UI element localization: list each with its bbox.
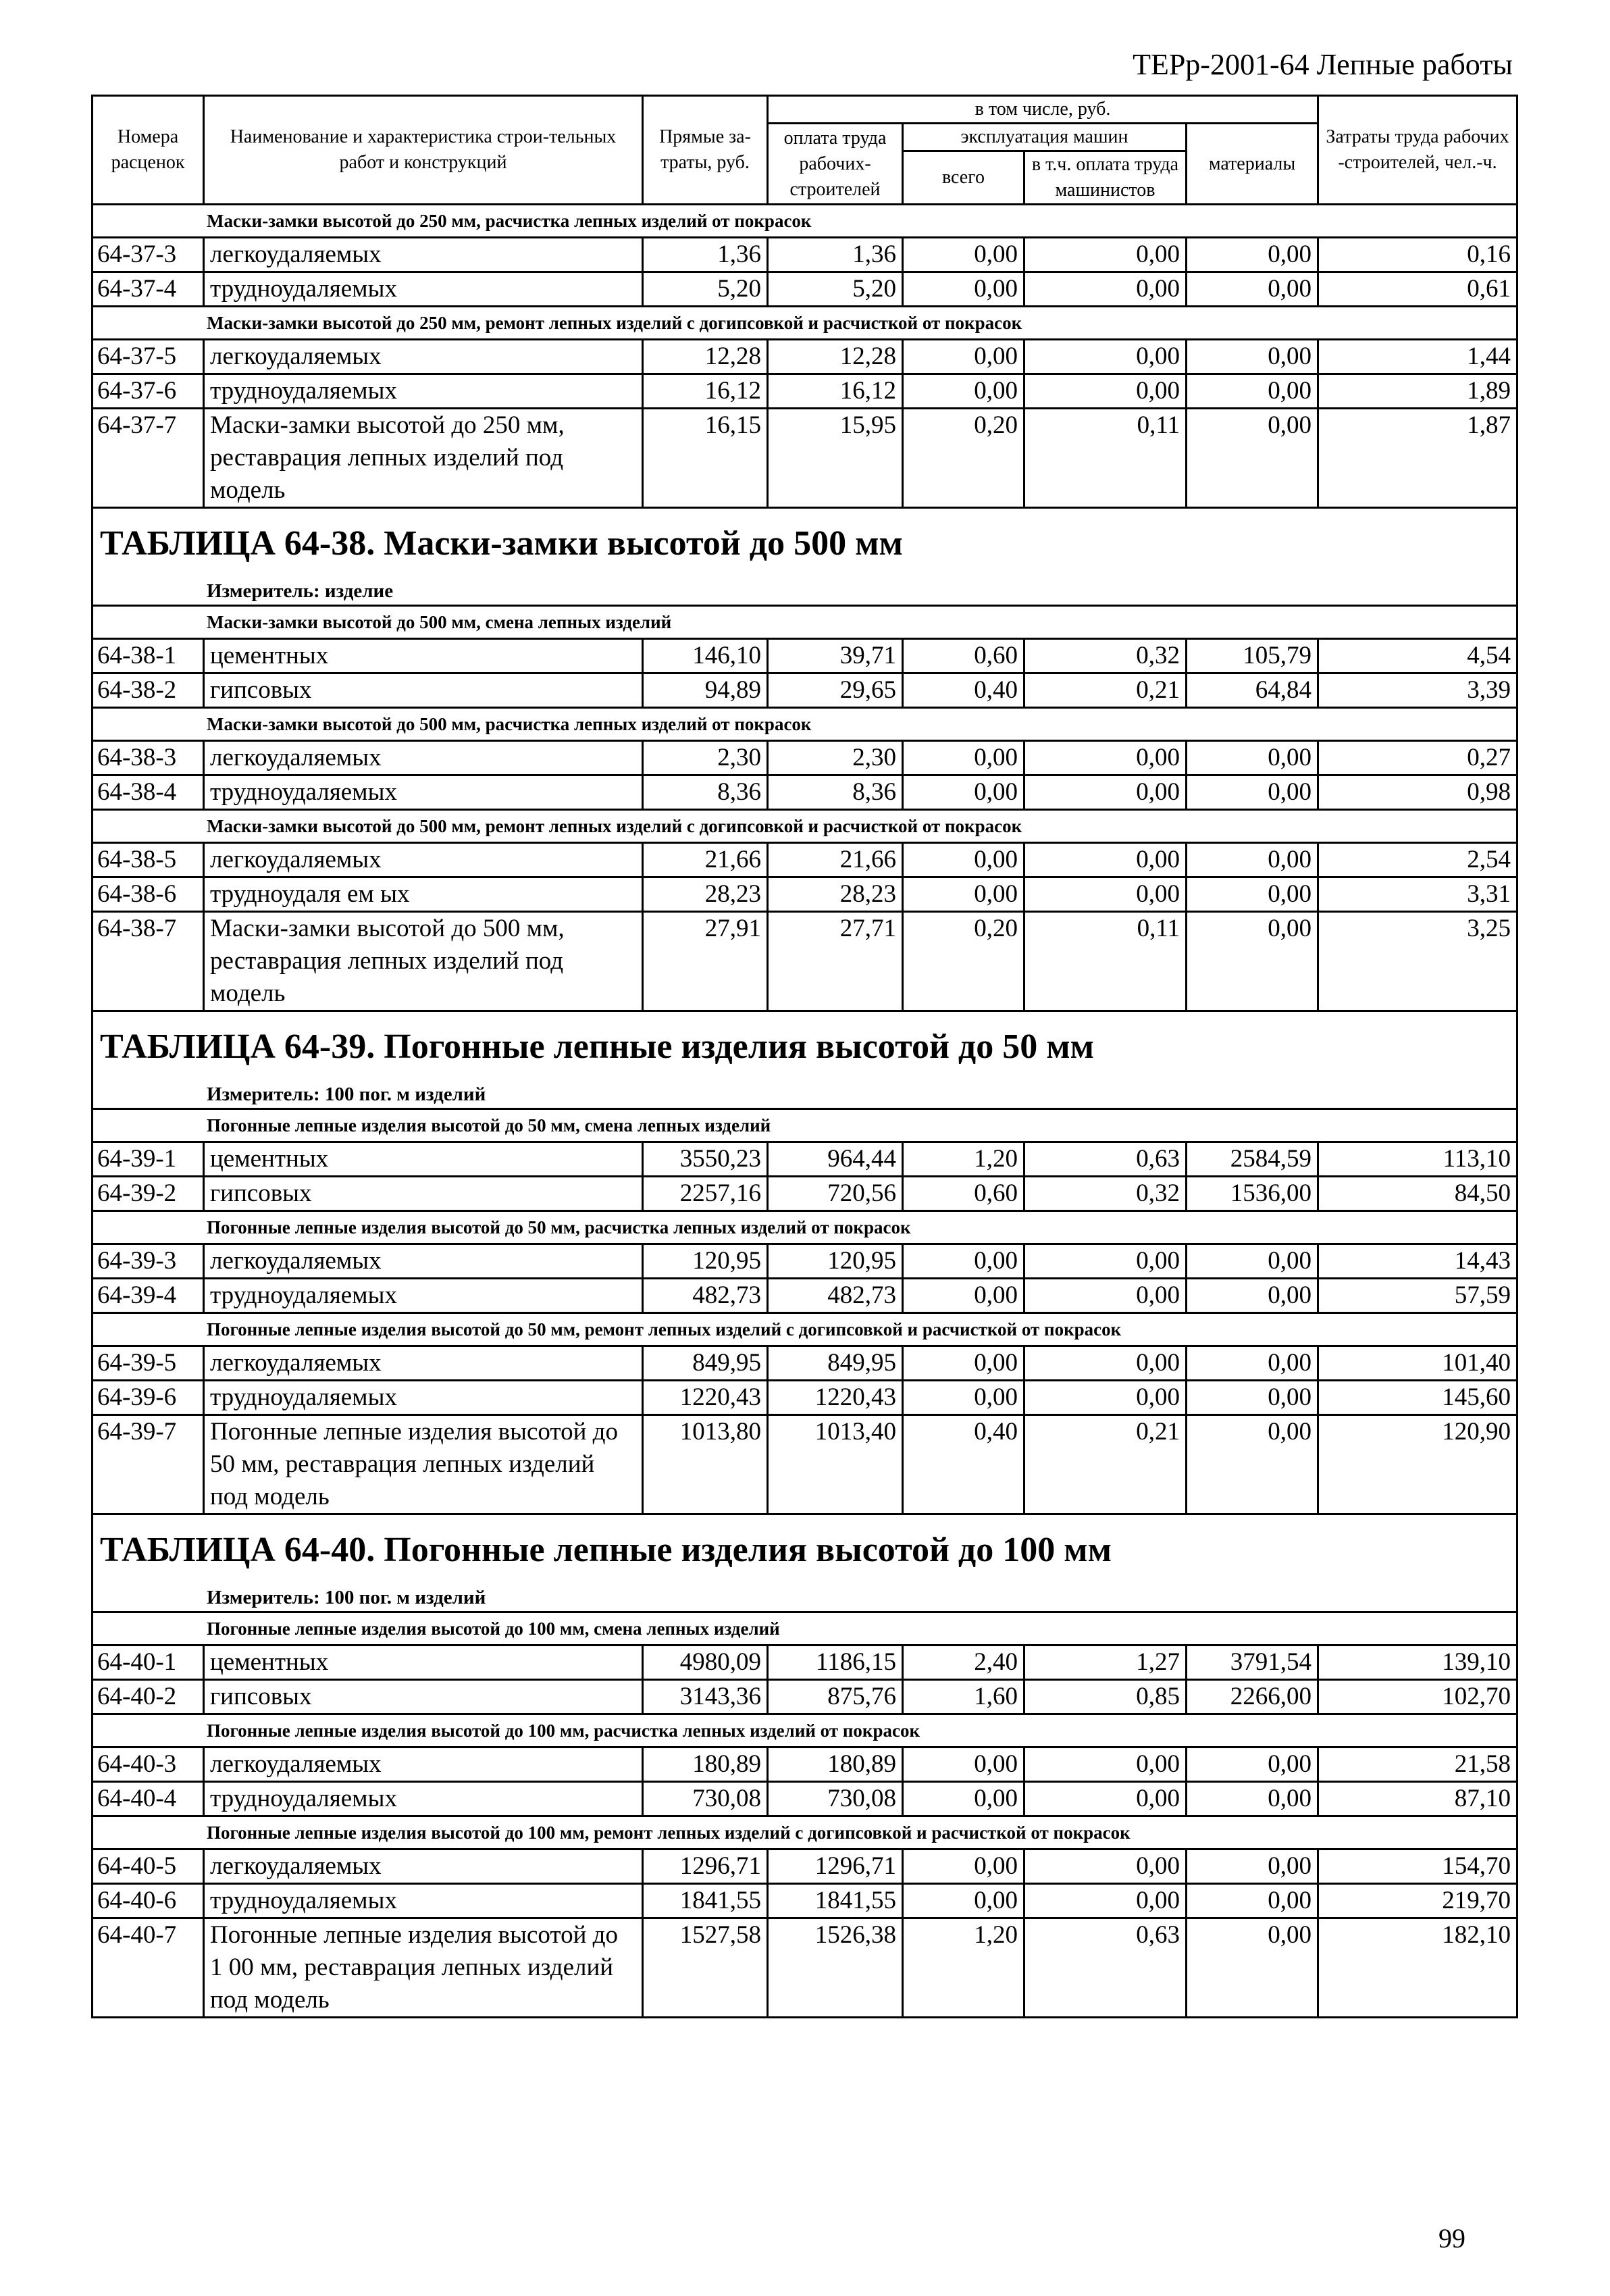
work-name: трудноудаля ем ых [204,877,643,912]
labor-costs: 0,27 [1318,741,1517,775]
rate-code: 64-38-2 [93,673,204,708]
wage-workers: 1296,71 [768,1849,903,1884]
group-heading-row [93,1612,1517,1646]
wage-workers: 29,65 [768,673,903,708]
direct-costs: 120,95 [643,1244,768,1279]
table-row [93,673,1517,708]
wage-workers: 21,66 [768,843,903,877]
direct-costs: 1296,71 [643,1849,768,1884]
materials: 0,00 [1187,912,1318,1011]
direct-costs: 482,73 [643,1279,768,1313]
table-row [93,340,1517,374]
table-row [93,1415,1517,1514]
direct-costs: 3143,36 [643,1680,768,1714]
table-title-cell [93,1514,1517,1612]
group-heading: Погонные лепные изделия высотой до 50 мм, смена лепных изделий [93,1109,1517,1142]
wage-workers: 720,56 [768,1177,903,1211]
group-heading-row [93,1714,1517,1747]
table-row [93,374,1517,409]
rate-code: 64-39-7 [93,1415,204,1514]
materials: 0,00 [1187,877,1318,912]
direct-costs: 3550,23 [643,1142,768,1177]
wage-workers: 1841,55 [768,1884,903,1918]
work-name: легкоудаляемых [204,1849,643,1884]
machines-wage: 0,00 [1024,238,1187,272]
labor-costs: 84,50 [1318,1177,1517,1211]
materials: 0,00 [1187,272,1318,307]
work-name: легкоудаляемых [204,238,643,272]
machines-wage: 0,32 [1024,1177,1187,1211]
materials: 0,00 [1187,1782,1318,1816]
work-name: гипсовых [204,1680,643,1714]
table-title-row [93,1514,1517,1612]
rate-code: 64-40-5 [93,1849,204,1884]
group-heading-row [93,205,1517,238]
direct-costs: 16,15 [643,409,768,508]
wage-workers: 964,44 [768,1142,903,1177]
wage-workers: 1186,15 [768,1646,903,1680]
group-heading: Погонные лепные изделия высотой до 50 мм, расчистка лепных изделий от покрасок [93,1211,1517,1244]
machines-wage: 0,11 [1024,409,1187,508]
table-row [93,272,1517,307]
wage-workers: 28,23 [768,877,903,912]
group-heading: Погонные лепные изделия высотой до 100 мм, смена лепных изделий [93,1612,1517,1646]
work-name: цементных [204,1142,643,1177]
materials: 0,00 [1187,1381,1318,1415]
machines-wage: 0,63 [1024,1142,1187,1177]
wage-workers: 27,71 [768,912,903,1011]
group-heading-row [93,708,1517,741]
machines-total: 0,00 [903,1849,1024,1884]
header-materials: материалы [1187,124,1318,205]
direct-costs: 1841,55 [643,1884,768,1918]
rate-code: 64-39-4 [93,1279,204,1313]
machines-wage: 0,00 [1024,1381,1187,1415]
direct-costs: 2,30 [643,741,768,775]
rate-code: 64-38-1 [93,639,204,673]
work-name: легкоудаляемых [204,1747,643,1782]
group-heading-row [93,1816,1517,1849]
direct-costs: 730,08 [643,1782,768,1816]
machines-wage: 0,00 [1024,775,1187,810]
group-heading-row [93,606,1517,639]
page-number: 99 [1438,2223,1465,2253]
materials: 0,00 [1187,1346,1318,1381]
materials: 0,00 [1187,1849,1318,1884]
rate-code: 64-37-7 [93,409,204,508]
machines-total: 1,20 [903,1142,1024,1177]
wage-workers: 730,08 [768,1782,903,1816]
rate-code: 64-38-3 [93,741,204,775]
machines-total: 0,00 [903,741,1024,775]
labor-costs: 87,10 [1318,1782,1517,1816]
work-name: трудноудаляемых [204,272,643,307]
materials: 0,00 [1187,1279,1318,1313]
labor-costs: 2,54 [1318,843,1517,877]
labor-costs: 139,10 [1318,1646,1517,1680]
table-row [93,775,1517,810]
labor-costs: 219,70 [1318,1884,1517,1918]
work-name: легкоудаляемых [204,1244,643,1279]
table-row [93,1279,1517,1313]
work-name: трудноудаляемых [204,374,643,409]
machines-wage: 0,32 [1024,639,1187,673]
machines-wage: 1,27 [1024,1646,1187,1680]
work-name: гипсовых [204,673,643,708]
labor-costs: 145,60 [1318,1381,1517,1415]
work-name: легкоудаляемых [204,843,643,877]
work-name: легкоудаляемых [204,741,643,775]
machines-total: 0,00 [903,1747,1024,1782]
labor-costs: 0,98 [1318,775,1517,810]
header-code: Номера расценок [93,96,204,205]
direct-costs: 2257,16 [643,1177,768,1211]
rate-code: 64-39-5 [93,1346,204,1381]
table-row [93,741,1517,775]
machines-total: 0,00 [903,1381,1024,1415]
machines-wage: 0,00 [1024,272,1187,307]
table-title-cell [93,1011,1517,1109]
labor-costs: 0,16 [1318,238,1517,272]
machines-total: 0,00 [903,238,1024,272]
group-heading-row [93,1211,1517,1244]
labor-costs: 113,10 [1318,1142,1517,1177]
work-name: легкоудаляемых [204,340,643,374]
table-row [93,1747,1517,1782]
group-heading-row [93,1109,1517,1142]
group-heading: Погонные лепные изделия высотой до 50 мм, ремонт лепных изделий с догипсовкой и расчисткой от покрасок [93,1313,1517,1346]
labor-costs: 0,61 [1318,272,1517,307]
labor-costs: 102,70 [1318,1680,1517,1714]
materials: 0,00 [1187,374,1318,409]
rates-table [91,95,1518,2018]
machines-wage: 0,00 [1024,340,1187,374]
machines-wage: 0,00 [1024,877,1187,912]
work-name: цементных [204,639,643,673]
machines-total: 0,40 [903,1415,1024,1514]
direct-costs: 1220,43 [643,1381,768,1415]
labor-costs: 3,39 [1318,673,1517,708]
rate-code: 64-37-6 [93,374,204,409]
materials: 3791,54 [1187,1646,1318,1680]
table-row [93,912,1517,1011]
wage-workers: 12,28 [768,340,903,374]
labor-costs: 1,87 [1318,409,1517,508]
machines-total: 0,60 [903,639,1024,673]
labor-costs: 1,89 [1318,374,1517,409]
rate-code: 64-37-3 [93,238,204,272]
materials: 2266,00 [1187,1680,1318,1714]
machines-total: 0,00 [903,1782,1024,1816]
table-title: ТАБЛИЦА 64-40. Погонные лепные изделия высотой до 100 мм [100,1531,1112,1569]
work-name: трудноудаляемых [204,1381,643,1415]
direct-costs: 146,10 [643,639,768,673]
table-title: ТАБЛИЦА 64-39. Погонные лепные изделия высотой до 50 мм [100,1027,1095,1066]
direct-costs: 8,36 [643,775,768,810]
machines-wage: 0,63 [1024,1918,1187,2018]
document-header-title: ТЕРр-2001-64 Лепные работы [1133,48,1513,81]
table-row [93,1142,1517,1177]
labor-costs: 182,10 [1318,1918,1517,2018]
rates-table-container [91,95,1516,2018]
table-row [93,1346,1517,1381]
machines-wage: 0,00 [1024,1884,1187,1918]
materials: 0,00 [1187,775,1318,810]
materials: 0,00 [1187,1415,1318,1514]
table-row [93,1849,1517,1884]
machines-total: 0,40 [903,673,1024,708]
wage-workers: 482,73 [768,1279,903,1313]
work-name: Маски-замки высотой до 250 мм, реставрация лепных изделий под модель [204,409,643,508]
labor-costs: 101,40 [1318,1346,1517,1381]
wage-workers: 1220,43 [768,1381,903,1415]
group-heading: Маски-замки высотой до 500 мм, расчистка лепных изделий от покрасок [93,708,1517,741]
table-row [93,639,1517,673]
table-row [93,843,1517,877]
header-machines: эксплуатация машин [903,124,1187,151]
table-body [93,205,1517,2018]
materials: 0,00 [1187,340,1318,374]
machines-total: 0,00 [903,1244,1024,1279]
header-labor: Затраты труда рабочих -строителей, чел.-ч. [1318,96,1517,205]
work-name: трудноудаляемых [204,1884,643,1918]
labor-costs: 120,90 [1318,1415,1517,1514]
work-name: Маски-замки высотой до 500 мм, реставрация лепных изделий под модель [204,912,643,1011]
work-name: цементных [204,1646,643,1680]
measure-unit: Измеритель: 100 пог. м изделий [207,1083,486,1105]
wage-workers: 875,76 [768,1680,903,1714]
rate-code: 64-40-3 [93,1747,204,1782]
labor-costs: 3,31 [1318,877,1517,912]
rate-code: 64-39-3 [93,1244,204,1279]
labor-costs: 1,44 [1318,340,1517,374]
machines-total: 2,40 [903,1646,1024,1680]
direct-costs: 849,95 [643,1346,768,1381]
direct-costs: 94,89 [643,673,768,708]
materials: 0,00 [1187,741,1318,775]
materials: 0,00 [1187,1884,1318,1918]
table-row [93,1381,1517,1415]
machines-total: 0,00 [903,1884,1024,1918]
materials: 0,00 [1187,238,1318,272]
table-row [93,1646,1517,1680]
machines-wage: 0,21 [1024,673,1187,708]
rate-code: 64-38-5 [93,843,204,877]
machines-wage: 0,00 [1024,1849,1187,1884]
machines-wage: 0,00 [1024,843,1187,877]
work-name: легкоудаляемых [204,1346,643,1381]
machines-total: 1,60 [903,1680,1024,1714]
machines-total: 0,00 [903,374,1024,409]
table-row [93,1782,1517,1816]
group-heading: Маски-замки высотой до 250 мм, расчистка лепных изделий от покрасок [93,205,1517,238]
rate-code: 64-40-7 [93,1918,204,2018]
rate-code: 64-39-6 [93,1381,204,1415]
labor-costs: 154,70 [1318,1849,1517,1884]
wage-workers: 120,95 [768,1244,903,1279]
materials: 2584,59 [1187,1142,1318,1177]
machines-total: 0,00 [903,340,1024,374]
group-heading: Маски-замки высотой до 250 мм, ремонт лепных изделий с догипсовкой и расчисткой от покрасок [93,307,1517,340]
wage-workers: 39,71 [768,639,903,673]
machines-wage: 0,85 [1024,1680,1187,1714]
materials: 0,00 [1187,843,1318,877]
machines-total: 0,00 [903,1279,1024,1313]
table-title-row [93,508,1517,606]
machines-wage: 0,00 [1024,374,1187,409]
machines-wage: 0,00 [1024,1782,1187,1816]
machines-total: 1,20 [903,1918,1024,2018]
machines-total: 0,00 [903,775,1024,810]
group-heading: Погонные лепные изделия высотой до 100 мм, расчистка лепных изделий от покрасок [93,1714,1517,1747]
labor-costs: 14,43 [1318,1244,1517,1279]
direct-costs: 180,89 [643,1747,768,1782]
header-including: в том числе, руб. [768,96,1318,124]
table-title-row [93,1011,1517,1109]
labor-costs: 57,59 [1318,1279,1517,1313]
group-heading: Маски-замки высотой до 500 мм, смена лепных изделий [93,606,1517,639]
group-heading: Маски-замки высотой до 500 мм, ремонт лепных изделий с догипсовкой и расчисткой от покрасок [93,810,1517,843]
materials: 64,84 [1187,673,1318,708]
machines-wage: 0,00 [1024,1244,1187,1279]
work-name: трудноудаляемых [204,1279,643,1313]
direct-costs: 1527,58 [643,1918,768,2018]
wage-workers: 16,12 [768,374,903,409]
machines-total: 0,00 [903,877,1024,912]
materials: 1536,00 [1187,1177,1318,1211]
table-row [93,1884,1517,1918]
table-row [93,238,1517,272]
header-direct-costs: Прямые за-траты, руб. [643,96,768,205]
wage-workers: 849,95 [768,1346,903,1381]
direct-costs: 1,36 [643,238,768,272]
machines-total: 0,20 [903,409,1024,508]
direct-costs: 12,28 [643,340,768,374]
direct-costs: 27,91 [643,912,768,1011]
direct-costs: 5,20 [643,272,768,307]
machines-total: 0,00 [903,1346,1024,1381]
machines-wage: 0,00 [1024,1747,1187,1782]
labor-costs: 4,54 [1318,639,1517,673]
materials: 0,00 [1187,409,1318,508]
table-title-cell [93,508,1517,606]
group-heading-row [93,810,1517,843]
rate-code: 64-40-6 [93,1884,204,1918]
labor-costs: 21,58 [1318,1747,1517,1782]
materials: 0,00 [1187,1244,1318,1279]
table-row [93,1177,1517,1211]
header-machines-wage: в т.ч. оплата труда машинистов [1024,151,1187,205]
direct-costs: 1013,80 [643,1415,768,1514]
machines-total: 0,20 [903,912,1024,1011]
machines-wage: 0,11 [1024,912,1187,1011]
wage-workers: 180,89 [768,1747,903,1782]
wage-workers: 2,30 [768,741,903,775]
table-row [93,409,1517,508]
rate-code: 64-38-6 [93,877,204,912]
wage-workers: 1,36 [768,238,903,272]
table-row [93,877,1517,912]
labor-costs: 3,25 [1318,912,1517,1011]
materials: 0,00 [1187,1747,1318,1782]
rate-code: 64-38-7 [93,912,204,1011]
rate-code: 64-37-4 [93,272,204,307]
machines-wage: 0,00 [1024,1279,1187,1313]
machines-wage: 0,00 [1024,741,1187,775]
rate-code: 64-37-5 [93,340,204,374]
measure-unit: Измеритель: 100 пог. м изделий [207,1587,486,1608]
work-name: Погонные лепные изделия высотой до 1 00 мм, реставрация лепных изделий под модель [204,1918,643,2018]
machines-total: 0,60 [903,1177,1024,1211]
table-row [93,1918,1517,2018]
wage-workers: 15,95 [768,409,903,508]
rate-code: 64-38-4 [93,775,204,810]
machines-wage: 0,00 [1024,1346,1187,1381]
materials: 0,00 [1187,1918,1318,2018]
direct-costs: 4980,09 [643,1646,768,1680]
rate-code: 64-39-2 [93,1177,204,1211]
header-wage: оплата труда рабочих-строителей [768,124,903,205]
rate-code: 64-39-1 [93,1142,204,1177]
direct-costs: 16,12 [643,374,768,409]
work-name: гипсовых [204,1177,643,1211]
wage-workers: 1013,40 [768,1415,903,1514]
direct-costs: 21,66 [643,843,768,877]
group-heading-row [93,1313,1517,1346]
work-name: трудноудаляемых [204,775,643,810]
header-machines-total: всего [903,151,1024,205]
header-name: Наименование и характеристика строи-тельных работ и конструкций [204,96,643,205]
rate-code: 64-40-4 [93,1782,204,1816]
wage-workers: 1526,38 [768,1918,903,2018]
wage-workers: 8,36 [768,775,903,810]
machines-total: 0,00 [903,843,1024,877]
machines-wage: 0,21 [1024,1415,1187,1514]
table-row [93,1680,1517,1714]
rate-code: 64-40-2 [93,1680,204,1714]
group-heading-row [93,307,1517,340]
table-title: ТАБЛИЦА 64-38. Маски-замки высотой до 500 мм [100,524,903,563]
work-name: Погонные лепные изделия высотой до 50 мм, реставрация лепных изделий под модель [204,1415,643,1514]
work-name: трудноудаляемых [204,1782,643,1816]
direct-costs: 28,23 [643,877,768,912]
table-row [93,1244,1517,1279]
rate-code: 64-40-1 [93,1646,204,1680]
materials: 105,79 [1187,639,1318,673]
group-heading: Погонные лепные изделия высотой до 100 мм, ремонт лепных изделий с догипсовкой и расчисткой от покрасок [93,1816,1517,1849]
wage-workers: 5,20 [768,272,903,307]
measure-unit: Измеритель: изделие [207,580,394,602]
machines-total: 0,00 [903,272,1024,307]
table-header [93,96,1517,205]
